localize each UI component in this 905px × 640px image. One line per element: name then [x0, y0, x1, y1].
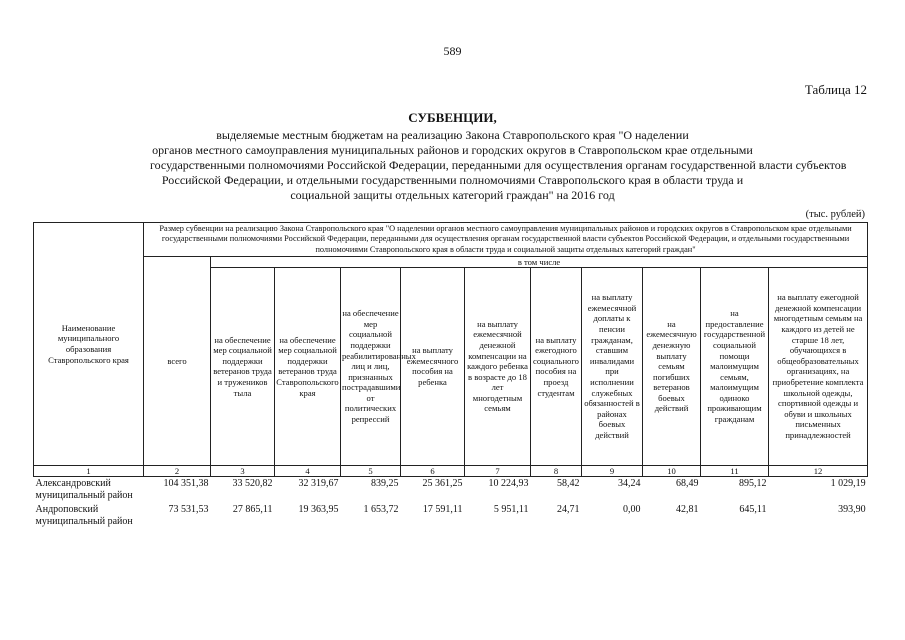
- column-number: 8: [531, 465, 582, 476]
- subsidies-table: [33, 222, 868, 529]
- column-number: 5: [341, 465, 401, 476]
- header-in-that-number: в том числе: [211, 256, 868, 267]
- subtitle-line: Российской Федерации, и отдельными государственными полномочиями Ставропольского края в области труда и: [161, 173, 744, 187]
- header-municipality-name: Наименование муниципального образования Ставропольского края: [34, 223, 144, 466]
- column-number-row: [34, 465, 868, 476]
- cell-value: 895,12: [739, 477, 767, 489]
- column-number: 3: [211, 465, 275, 476]
- cell-value: 839,25: [371, 477, 399, 489]
- units-label: (тыс. рублей): [805, 209, 865, 220]
- header-subcolumn: на обеспечение мер социальной поддержки ветеранов труда Ставропольского края: [275, 267, 341, 465]
- cell-value: 393,90: [838, 503, 866, 515]
- column-number: 11: [701, 465, 769, 476]
- cell-value: 33 520,82: [232, 477, 273, 489]
- header-subcolumn: на выплату ежегодного социального пособия на проезд студентам: [531, 267, 582, 465]
- table-label: Таблица 12: [804, 82, 867, 97]
- subtitle-line: государственными полномочиями Российской Федерации, переданными для осуществления органам государственной власти субъектов: [150, 158, 847, 172]
- row-name: Андроповский муниципальный район: [35, 503, 133, 527]
- header-subcolumn: на выплату ежемесячной денежной компенсации на каждого ребенка в возрасте до 18 лет многодетным семьям: [465, 267, 531, 465]
- cell-value: 10 224,93: [488, 477, 529, 489]
- cell-value: 58,42: [557, 477, 580, 489]
- subtitle-line: социальной защиты отдельных категорий граждан" на 2016 год: [290, 188, 615, 202]
- table-row: [34, 476, 868, 503]
- document-title: СУБВЕНЦИИ,: [408, 110, 497, 125]
- cell-value: 104 351,38: [163, 477, 209, 489]
- column-number: 6: [401, 465, 465, 476]
- cell-value: 34,24: [618, 477, 641, 489]
- cell-value: 42,81: [676, 503, 699, 515]
- cell-value: 0,00: [623, 503, 641, 515]
- cell-value: 1 029,19: [830, 477, 866, 489]
- cell-value: 19 363,95: [298, 503, 339, 515]
- cell-value: 5 951,11: [493, 503, 529, 515]
- header-subcolumn: на предоставление государственной социальной помощи малоимущим семьям, малоимущим одиноко проживающим гражданам: [701, 267, 769, 465]
- page-number: 589: [443, 44, 462, 58]
- document-subtitle: [150, 128, 847, 203]
- column-number: 4: [275, 465, 341, 476]
- header-subcolumn: на ежемесячную денежную выплату семьям погибших ветеранов боевых действий: [643, 267, 701, 465]
- header-subcolumn: на обеспечение мер социальной поддержки реабилитированных лиц и лиц, признанных пострадавшими от политических репрессий: [341, 267, 401, 465]
- cell-value: 27 865,11: [232, 503, 273, 515]
- subtitle-line: выделяемые местным бюджетам на реализацию Закона Ставропольского края "О наделении: [216, 128, 689, 142]
- table-row: [34, 503, 868, 529]
- column-number: 7: [465, 465, 531, 476]
- header-subcolumn: на выплату ежегодной денежной компенсации многодетным семьям на каждого из детей не старше 18 лет, обучающихся в общеобразовательных организациях, на приобретение комплекта школьной одежды, спортивной одежды и обуви и школьных письменных принадлежностей: [769, 267, 868, 465]
- cell-value: 645,11: [739, 503, 767, 515]
- header-subsidy-size: Размер субвенции на реализацию Закона Ставропольского края "О наделении органов местного самоуправления муниципальных районов и городских округов в Ставропольском крае отдельными государственными полномочиями Российской Федерации, переданными для осуществления органам государственной власти субъектов Российской Федерации, и отдельными государственными полномочиями Ставропольского края в области труда и социальной защиты отдельных категорий граждан": [144, 223, 868, 257]
- header-subcolumn: на выплату ежемесячной доплаты к пенсии гражданам, ставшим инвалидами при исполнении служебных обязанностей в районах боевых действий: [582, 267, 643, 465]
- cell-value: 32 319,67: [298, 477, 339, 489]
- cell-value: 73 531,53: [168, 503, 209, 515]
- header-subcolumn: на выплату ежемесячного пособия на ребенка: [401, 267, 465, 465]
- header-subcolumn: на обеспечение мер социальной поддержки ветеранов труда и тружеников тыла: [211, 267, 275, 465]
- cell-value: 25 361,25: [422, 477, 463, 489]
- column-number: 2: [144, 465, 211, 476]
- row-name: Александровский муниципальный район: [35, 477, 133, 501]
- cell-value: 17 591,11: [422, 503, 463, 515]
- header-total: всего: [144, 256, 211, 465]
- column-number: 1: [34, 465, 144, 476]
- column-number: 9: [582, 465, 643, 476]
- column-number: 12: [769, 465, 868, 476]
- subtitle-line: органов местного самоуправления муниципальных районов и городских округов в Ставропольском крае отдельными: [152, 143, 753, 157]
- cell-value: 68,49: [676, 477, 699, 489]
- cell-value: 24,71: [557, 503, 580, 515]
- column-number: 10: [643, 465, 701, 476]
- cell-value: 1 653,72: [363, 503, 399, 515]
